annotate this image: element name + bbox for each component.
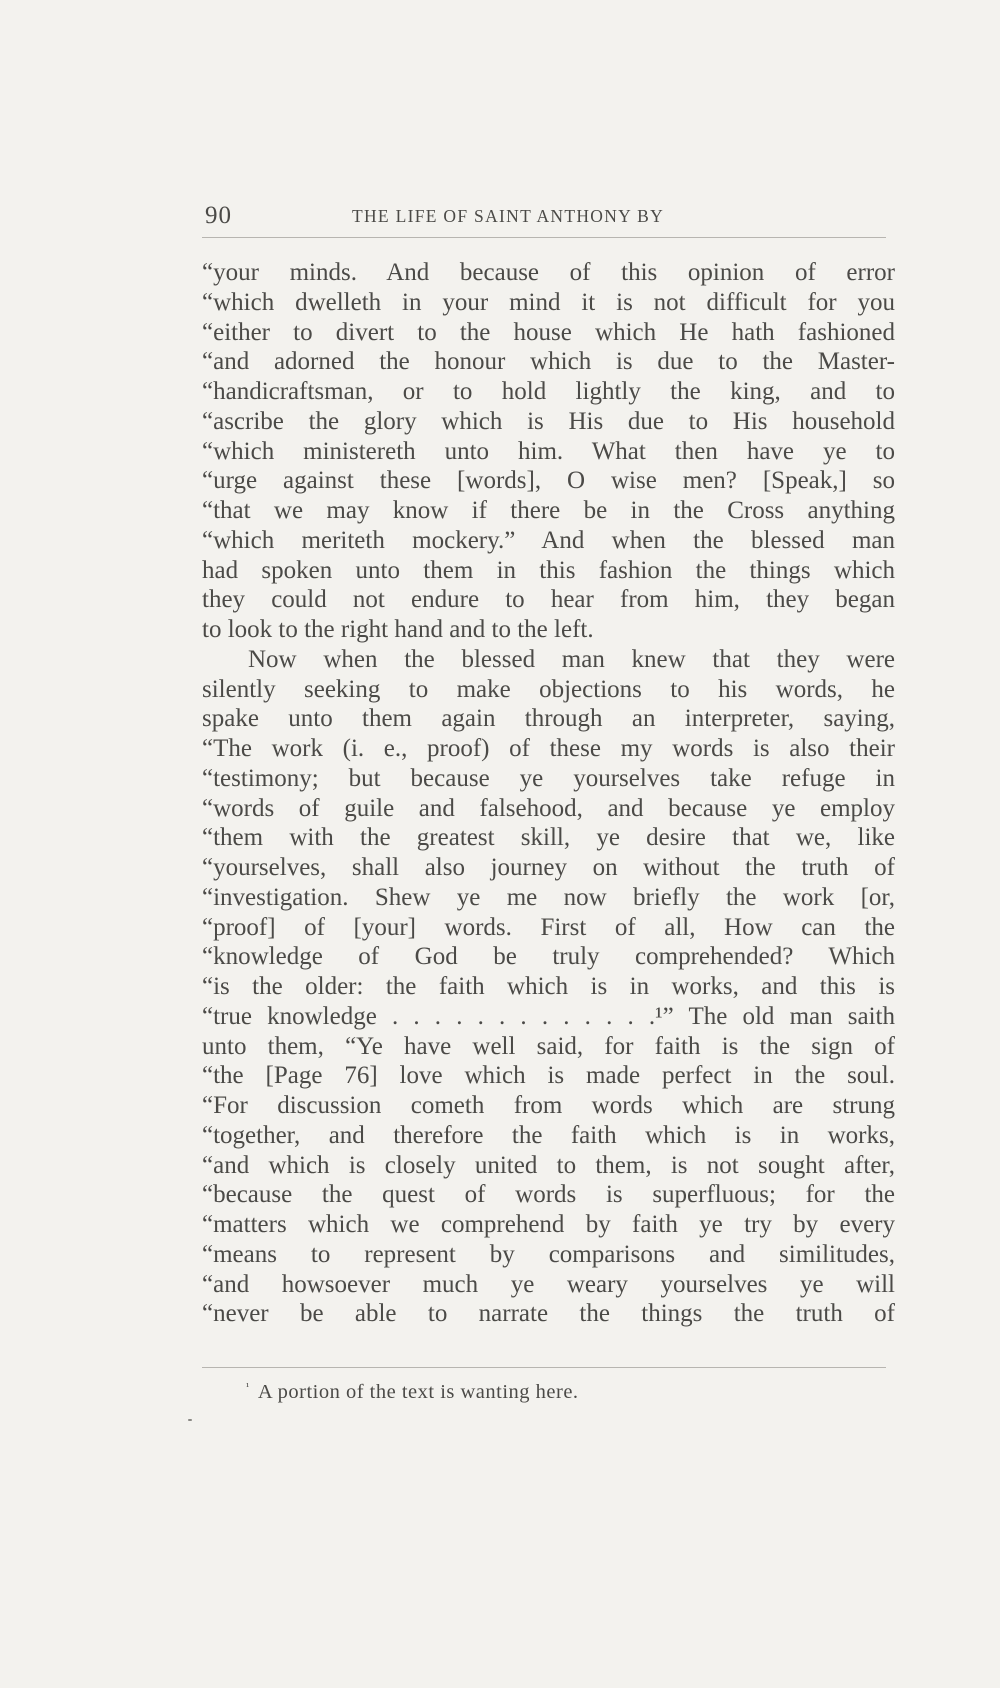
header-rule: [202, 237, 886, 238]
text-line: “and which is closely united to them, is not sought after,: [202, 1151, 895, 1179]
text-line: “urge against these [words], O wise men? [Speak,] so: [202, 467, 895, 495]
text-line: “is the older: the faith which is in works, and this is: [202, 973, 895, 1000]
text-line: “either to divert to the house which He hath fashioned: [202, 318, 895, 346]
page-number: 90: [205, 202, 232, 229]
text-line: “your minds. And because of this opinion of error: [202, 259, 895, 286]
footnote-text: A portion of the text is wanting here.: [257, 1381, 579, 1403]
text-line: “knowledge of God be truly comprehended? Which: [202, 943, 895, 971]
text-line: “yourselves, shall also journey on without the truth of: [202, 854, 895, 881]
text-line: they could not endure to hear from him, they began: [202, 586, 895, 614]
text-line: “words of guile and falsehood, and because ye employ: [202, 794, 895, 822]
text-line: “testimony; but because ye yourselves take refuge in: [202, 764, 895, 792]
footnote: [246, 1381, 579, 1404]
text-line: silently seeking to make objections to his words, he: [202, 675, 895, 703]
text-line: “The work (i. e., proof) of these my words is also their: [202, 735, 895, 762]
text-line: “true knowledge . . . . . . . . . . . . .¹” The old man saith: [202, 1002, 895, 1030]
text-line: to look to the right hand and to the left.: [202, 616, 594, 643]
text-line: “that we may know if there be in the Cross anything: [202, 497, 895, 524]
text-line: “because the quest of words is superfluous; for the: [202, 1181, 895, 1209]
text-line: had spoken unto them in this fashion the things which: [202, 556, 895, 584]
text-line: “ascribe the glory which is His due to His household: [202, 407, 895, 435]
text-line: “handicraftsman, or to hold lightly the king, and to: [202, 378, 895, 405]
text-line: “together, and therefore the faith which is in works,: [202, 1121, 895, 1149]
text-line: “which ministereth unto him. What then have ye to: [202, 437, 895, 465]
text-line: “proof] of [your] words. First of all, How can the: [202, 913, 895, 941]
text-line: Now when the blessed man knew that they were: [248, 645, 895, 673]
text-line: “and adorned the honour which is due to the Master-: [202, 348, 895, 376]
text-line: “matters which we comprehend by faith ye try by every: [202, 1211, 895, 1238]
text-line: “never be able to narrate the things the truth of: [202, 1300, 895, 1328]
body-text: [202, 258, 895, 1329]
text-line: “and howsoever much ye weary yourselves ye will: [202, 1270, 895, 1298]
text-line: “which meriteth mockery.” And when the blessed man: [202, 526, 895, 554]
text-line: “which dwelleth in your mind it is not difficult for you: [202, 288, 895, 316]
text-line: “means to represent by comparisons and similitudes,: [202, 1240, 895, 1268]
print-speck: [188, 1419, 192, 1421]
paragraph: [202, 258, 895, 645]
footnote-rule: [202, 1367, 886, 1368]
paragraph: [202, 645, 895, 1329]
text-line: “them with the greatest skill, ye desire that we, like: [202, 824, 895, 852]
text-line: unto them, “Ye have well said, for faith is the sign of: [202, 1032, 895, 1060]
running-head: THE LIFE OF SAINT ANTHONY BY: [352, 206, 665, 226]
text-line: spake unto them again through an interpreter, saying,: [202, 705, 895, 733]
text-line: “For discussion cometh from words which are strung: [202, 1092, 895, 1119]
page-header: [202, 201, 886, 231]
text-line: “investigation. Shew ye me now briefly the work [or,: [202, 883, 895, 911]
footnote-mark: ¹: [246, 1381, 250, 1394]
text-line: “the [Page 76] love which is made perfect in the soul.: [202, 1062, 895, 1090]
